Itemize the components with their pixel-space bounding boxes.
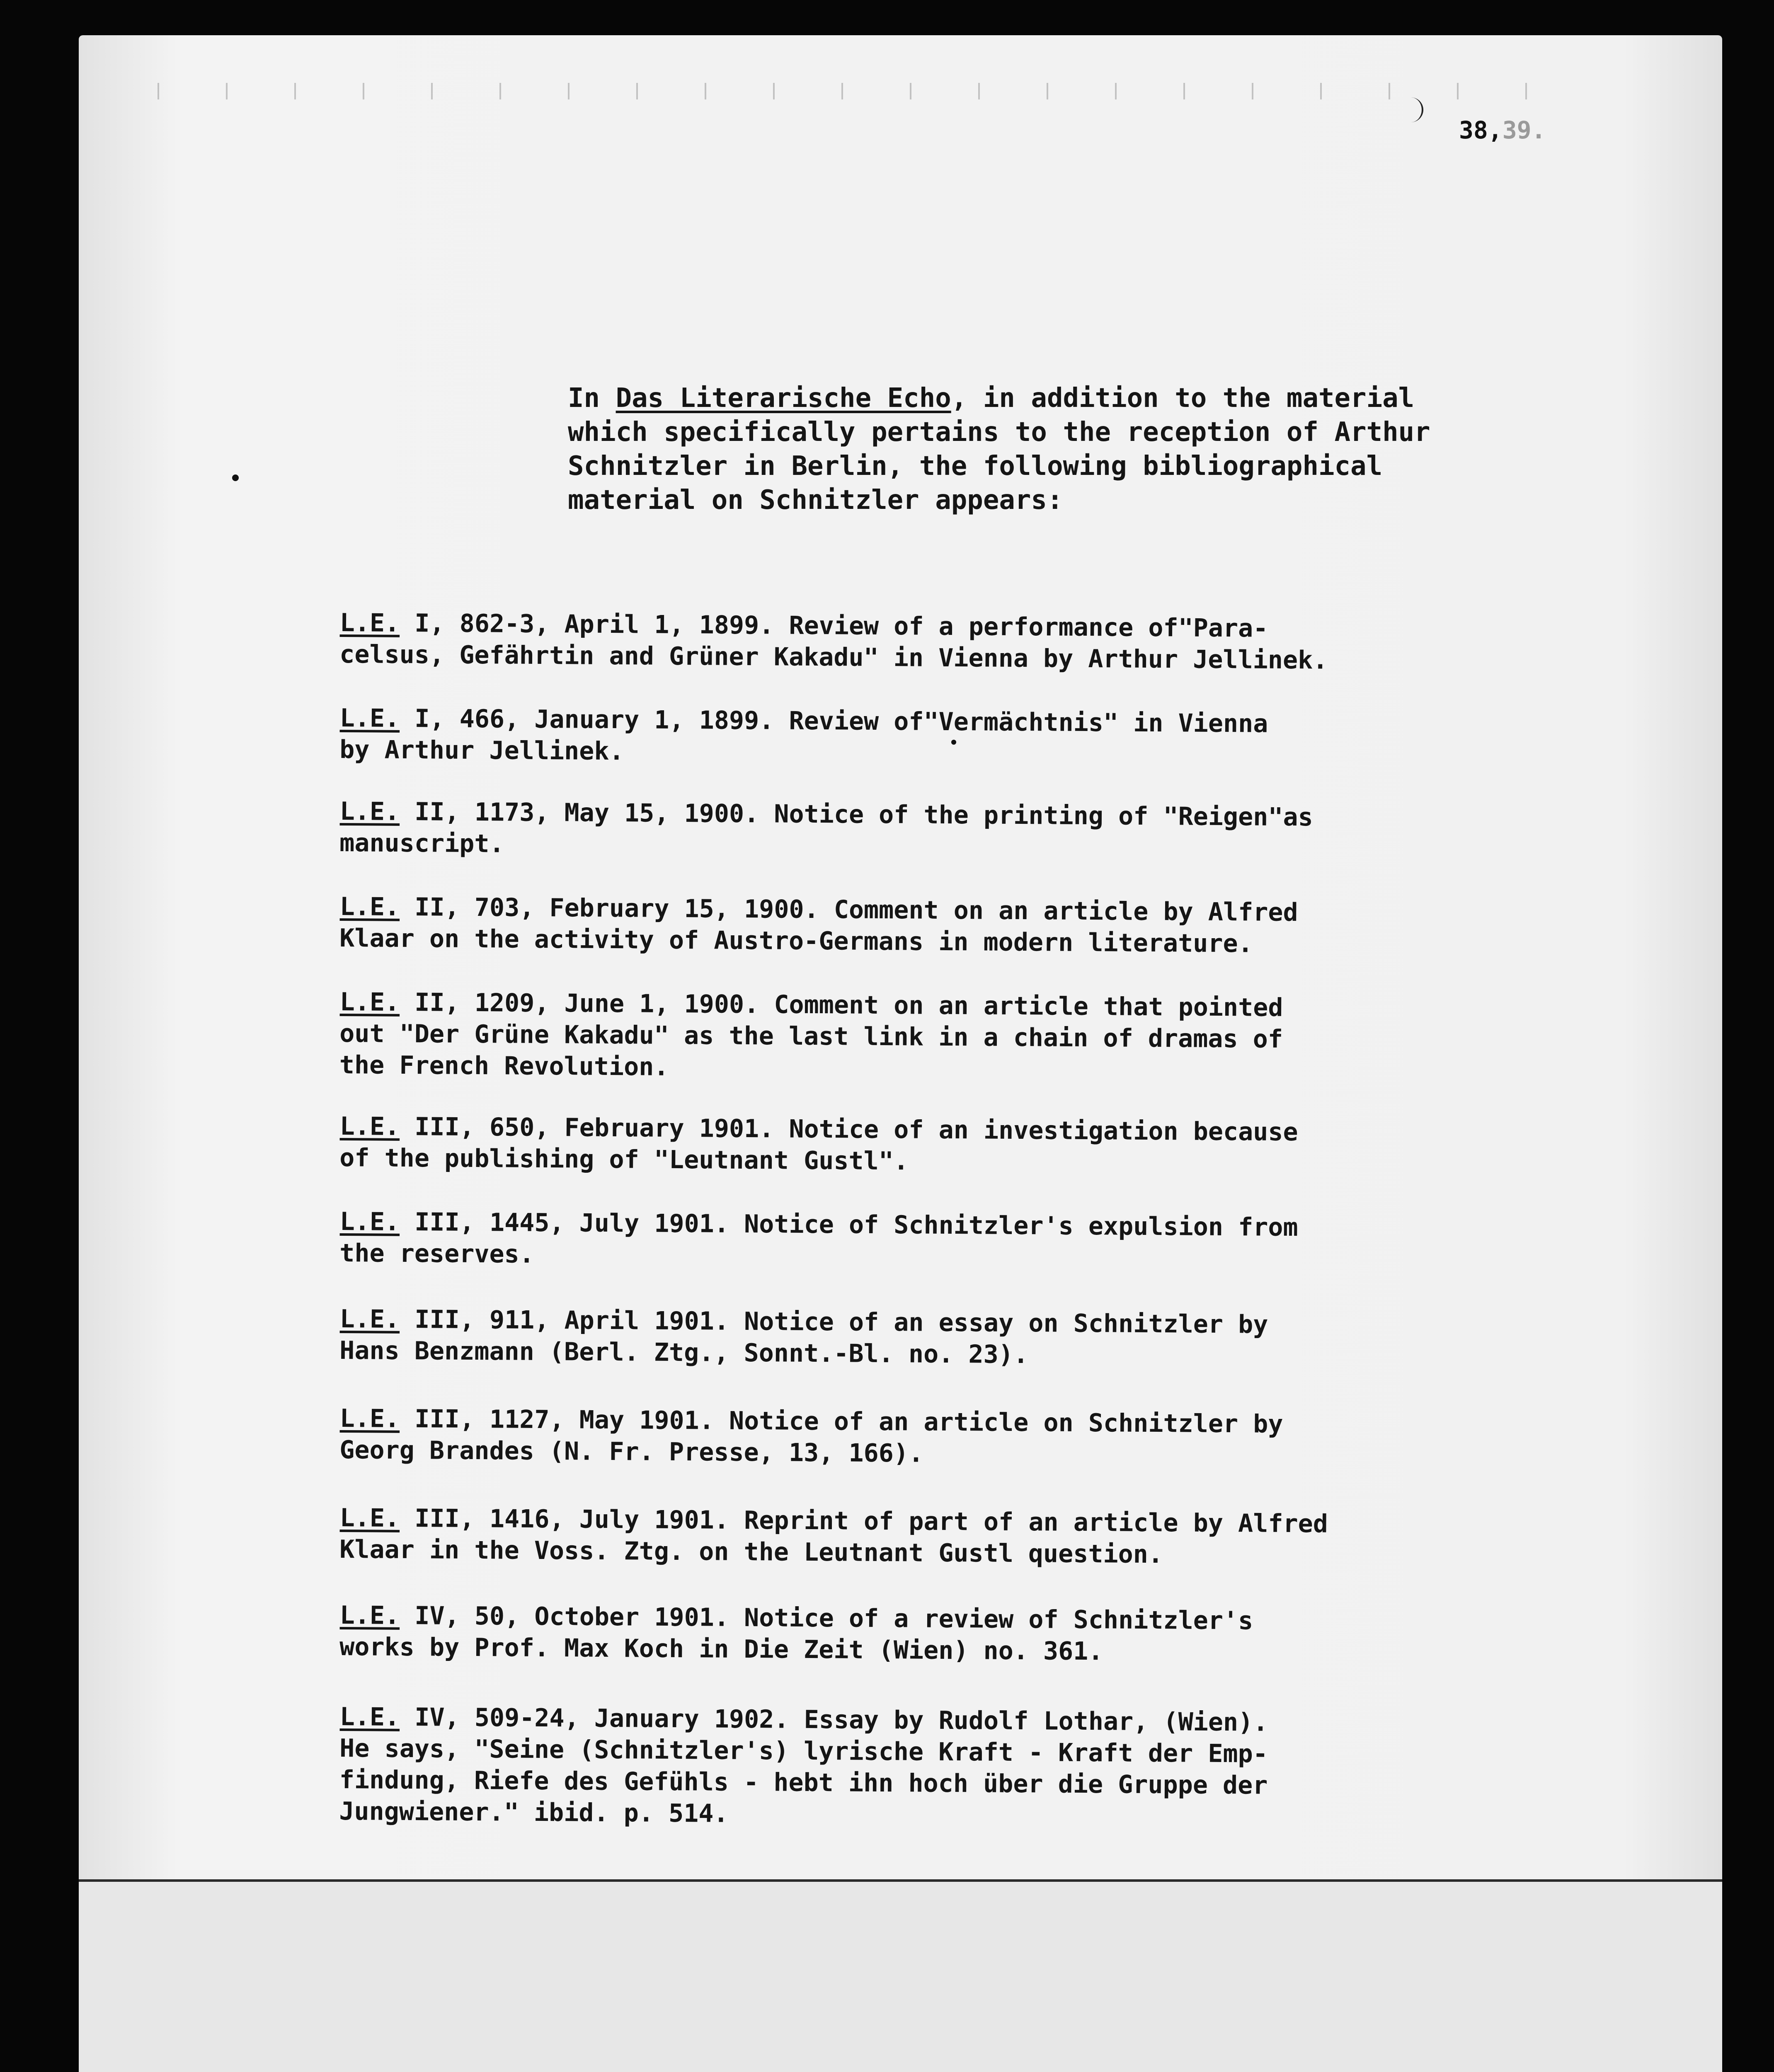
- entry-ref: L.E.: [339, 988, 400, 1017]
- page-number: [1459, 116, 1546, 144]
- top-edge-marks: [108, 83, 1558, 99]
- entry-ref: L.E.: [339, 1503, 400, 1533]
- entry-ref: L.E.: [339, 1207, 400, 1237]
- list-item: [339, 1111, 1298, 1179]
- entry-ref: L.E.: [339, 704, 400, 733]
- list-item: [339, 1303, 1268, 1372]
- list-item: [339, 986, 1283, 1087]
- list-item: [339, 702, 1268, 771]
- list-item: [339, 1502, 1328, 1571]
- intro-post: , in addition to the material which specifically pertains to the reception of Arthur Schnitzler in Berlin, the following bibliographical material on Schnitzler appears:: [568, 383, 1430, 516]
- list-item: [339, 1206, 1298, 1275]
- journal-title: Das Literarische Echo: [616, 383, 951, 414]
- page-lower-section: [79, 1882, 1722, 2072]
- entry-ref: L.E.: [339, 1112, 400, 1141]
- entry-text: III, 911, April 1901. Notice of an essay on Schnitzler by Hans Benzmann (Berl. Ztg., Sonnt.-Bl. no. 23).: [339, 1305, 1268, 1370]
- entry-text: I, 466, January 1, 1899. Review of"Vermächtnis" in Vienna by Arthur Jellinek.: [339, 704, 1268, 766]
- entry-ref: L.E.: [339, 1404, 400, 1433]
- page-number-main: 38,: [1459, 116, 1503, 144]
- entry-text: I, 862-3, April 1, 1899. Review of a performance of"Para- celsus, Gefährtin and Grüner Kakadu" in Vienna by Arthur Jellinek.: [339, 608, 1328, 675]
- list-item: [339, 796, 1313, 864]
- entry-text: III, 650, February 1901. Notice of an investigation because of the publishing of "Leutnant Gustl".: [339, 1112, 1298, 1176]
- entry-text: II, 1173, May 15, 1900. Notice of the printing of "Reigen"as manuscript.: [339, 797, 1313, 859]
- entry-text: II, 1209, June 1, 1900. Comment on an article that pointed out "Der Grüne Kakadu" as the last link in a chain of dramas of the French Revolution.: [339, 988, 1283, 1082]
- intro-paragraph: [568, 381, 1722, 517]
- list-item: [339, 607, 1328, 676]
- entry-ref: L.E.: [339, 1601, 400, 1630]
- entry-ref: L.E.: [339, 797, 400, 826]
- list-item: [339, 891, 1298, 960]
- entry-text: IV, 50, October 1901. Notice of a review of Schnitzler's works by Prof. Max Koch in Die Zeit (Wien) no. 361.: [339, 1601, 1253, 1666]
- entry-ref: L.E.: [339, 608, 400, 638]
- entry-text: III, 1127, May 1901. Notice of an article on Schnitzler by Georg Brandes (N. Fr. Presse, 13, 166).: [339, 1404, 1283, 1468]
- entry-text: III, 1416, July 1901. Reprint of part of an article by Alfred Klaar in the Voss. Ztg. on the Leutnant Gustl question.: [339, 1503, 1328, 1569]
- stray-ink-dot: [232, 474, 239, 481]
- entry-text: II, 703, February 15, 1900. Comment on an article by Alfred Klaar on the activity of Austro-Germans in modern literature.: [339, 892, 1298, 959]
- list-item: [339, 1701, 1268, 1833]
- entry-ref: L.E.: [339, 1702, 400, 1732]
- intro-pre: In: [568, 383, 616, 414]
- typewritten-page: [79, 35, 1722, 2072]
- page-number-faint: 39.: [1502, 116, 1546, 144]
- entry-text: III, 1445, July 1901. Notice of Schnitzler's expulsion from the reserves.: [339, 1207, 1298, 1269]
- entry-ref: L.E.: [339, 1305, 400, 1334]
- list-item: [339, 1403, 1283, 1472]
- entry-text: IV, 509-24, January 1902. Essay by Rudolf Lothar, (Wien). He says, "Seine (Schnitzler's) lyrische Kraft - Kraft der Emp- findung, Riefe des Gefühls - hebt ihn hoch über die Gruppe der Jungwiener." ibid. p. 514.: [339, 1702, 1268, 1828]
- pencil-mark: [1405, 97, 1423, 122]
- list-item: [339, 1600, 1253, 1668]
- entry-ref: L.E.: [339, 892, 400, 922]
